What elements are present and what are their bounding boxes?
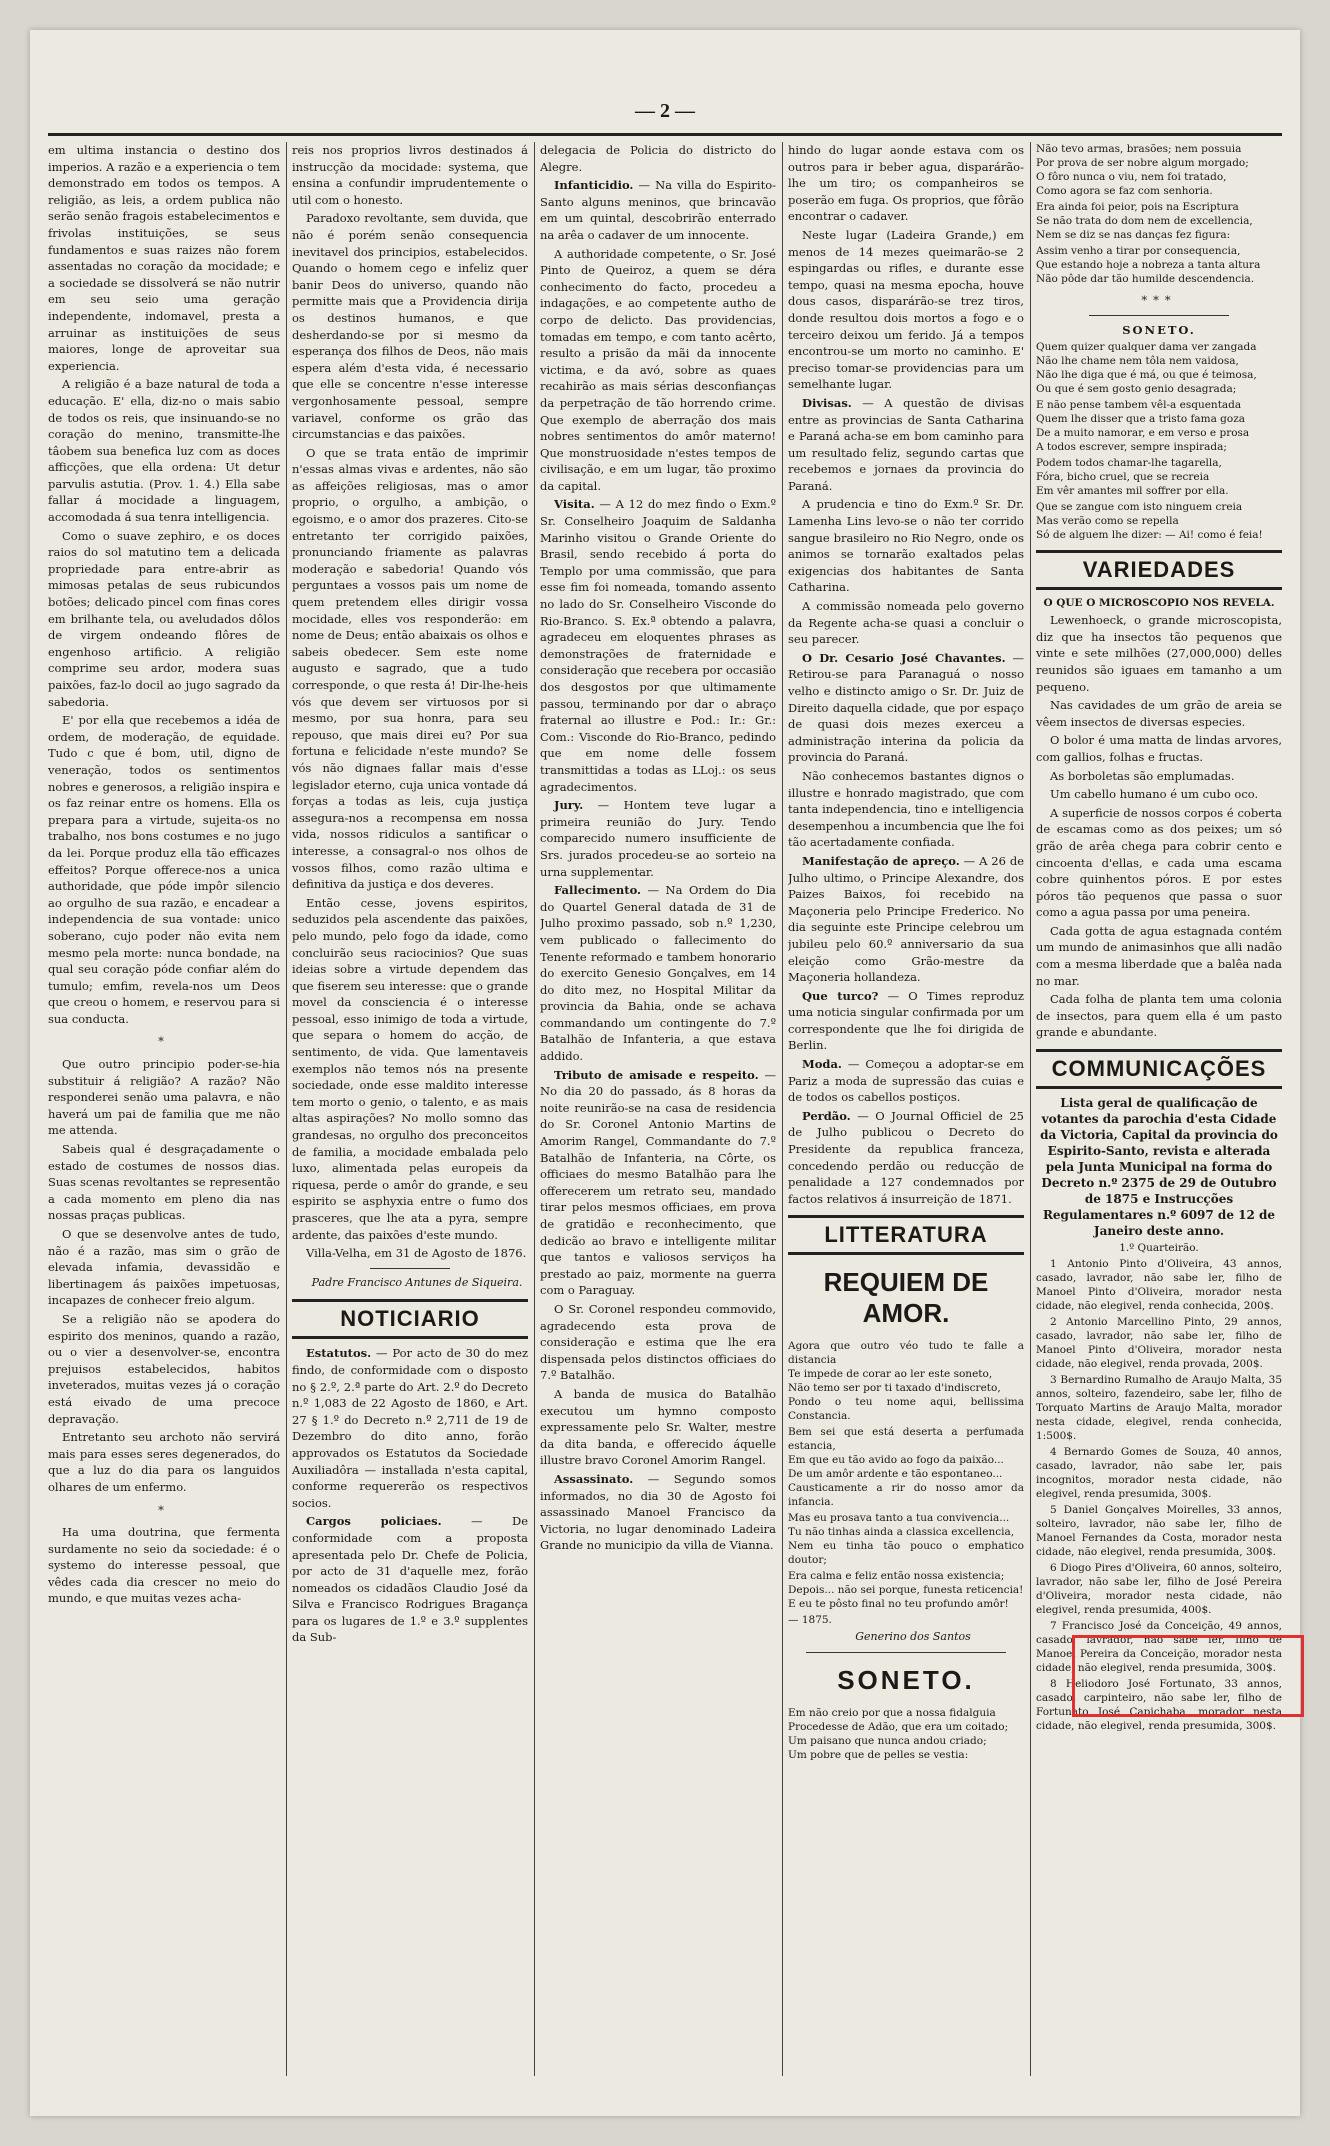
- news-heading: Moda.: [802, 1057, 842, 1072]
- news-heading: Divisas.: [802, 395, 852, 410]
- column-2: reis nos proprios livros destinados á instrucção da mocidade: systema, que ensina a confundir imprudentemente o util com o honesto. Paradoxo revoltante, sem duvida, que não é porém senão consequencia inevitavel dos principios, estabelecidos. Quando o homem cego e infeliz quer banir Deos do universo, quando não permitte mais que a Providencia dirija os destinos humanos, e que desherdando-se por si mesmo da esperança dos filhos de Deos, não mais espera além d'esta vida, é necessario que elle se concentre n'esse interesse vergonhosamente pessoal, sempre variavel, conforme os grão das circumstancias e das paixões. O que se trata então de imprimir n'essas almas vivas e ardentes, não são as affeições religiosas, mas o amor proprio, o orgulho, a ambição, o egoismo, e o amor dos prazeres. Cito-se entretanto ter corrigido paixões, pronunciando friamente as palavras moderação e sabedoria! Quando vós perguntaes a vossos pais um nome de quem pretendem elles dirigir vossa mocidade, elles vos responderão: em nome de Deus; então abaixais os olhos e sabeis obedecer. Sem este nome augusto e sagrado, que a tudo corresponde, o que resta á! Dir-lhe-heis vós que devem ser virtuosos por si mesmo, por sua honra, para seu repouso, que mais direi eu? Por sua fortuna e felicidade n'este mundo? Se vós não dignaes fallar mais d'esse legislador eterno, cuja unica vontade dá forças a todas as leis, cuja justiça assegura-nos a recompensa em nossa vida, nossos ridiculos a santificar o interesse, a consagral-o nos olhos de vossos filhos, como razão ultima e definitiva da justiça e dos deveres. Então cesse, jovens espiritos, seduzidos pela ascendente das paixões, pelo mundo, pelo fogo da idade, como concluirão seus raciocinios? Que suas ideias sobre a virtude dependem das que fiserem seu interesse: que o grande movel da consciencia é o interesse pessoal, esso inimigo de toda a virtude, que separa o homem do acção, de sentimento, de vida. Que lamentaveis exemplos não temos nós na presente sociedade, onde esse maldito interesse tem morto o genio, o talento, e as mais altas aspirações? No mollo somno das grandesas, no orgulho dos preconceitos de familia, a mocidade embalada pelo luxo, alimentada pelas europeis da riquesa, perde o amôr do grande, e seu espirito se asphyxia entre o fumo dos prasceres, que lhe ata a pyra, sempre ardente, das paixões d'este mundo. Villa-Velha, em 31 de Agosto de 1876. Padre Francisco Antunes de Siqueira. NOTICIARIO Estatutos. — Por acto de 30 do mez findo, de conformidade com o disposto no § 2.º, 2.ª parte do Art. 2.º do Decreto n.º 1,083 de 22 Agosto de 1860, e Art. 27 § 1.º do Decreto n.º 2,711 de 19 de Dezembro do dito anno, forão approvados os Estatutos da Sociedade Auxiliadôra — installada n'esta capital, conforme requererão os respectivos socios. Cargos policiaes. — De conformidade com a proposta apresentada pelo Dr. Chefe de Policia, por acto de 31 d'aquelle mez, forão nomeados os cidadãos Claudio José da Silva e Francisco Rodrigues Bragança para os lugares de 1.º e 3.º supplentes da Sub-: [292, 143, 528, 1645]
- column-divider: [286, 142, 287, 2076]
- section-title-noticiario: NOTICIARIO: [292, 1299, 528, 1339]
- column-1: [48, 142, 280, 2076]
- article-paragraph: hindo do lugar aonde estava com os outros para ir beber agua, disparárão-lhe um tiro; os companheiros se poserão em fuga. Os proprios, que fôrão encontrar o cadaver.: [788, 143, 1024, 224]
- list-item: 6 Diogo Pires d'Oliveira, 60 annos, solteiro, lavrador, não sabe ler, filho de José Pereira d'Oliveira, morador nesta cidade, não elegivel, renda presumida, 400$.: [1036, 1562, 1282, 1617]
- news-text: Na villa do Espirito-Santo alguns meninos, que brincavão em um quintal, descobrirão enterrado na arêa o cadaver de um innocente.: [540, 178, 776, 242]
- poem-stanza: Mas eu prosava tanto a tua convivencia... Tu não tinhas ainda a classica excellencia, Nem eu tinha tão pouco o emphatico doutor;: [788, 1512, 1024, 1567]
- section-title-variedades: VARIEDADES: [1036, 550, 1282, 590]
- poem-title-soneto-small: SONETO.: [1122, 322, 1196, 337]
- article-paragraph: As borboletas são emplumadas.: [1050, 768, 1235, 783]
- article-paragraph: A commissão nomeada pelo governo da Regente acha-se quasi a concluir o seu parecer.: [788, 599, 1024, 647]
- article-paragraph: O que se desenvolve antes de tudo, não é a razão, mas sim o grão de elevada infamia, devassidão e libertinagem ás paixões impetuosas, incapazes de conhecer freio algum.: [48, 1227, 280, 1308]
- article-paragraph: delegacia de Policia do districto do Alegre.: [540, 143, 776, 174]
- newspaper-page: [30, 30, 1300, 2116]
- separator: *: [158, 1034, 170, 1049]
- article-paragraph: E' por ella que recebemos a idéa de ordem, de moderação, de equidade. Tudo c que é bom, util, digno de veneração, todos os sentimentos nobres e generosos, a religião inspira e os faz reinar entre os homens. Ella os prepara para a virtude, sujeita-os no trabalho, nos bons costumes e no jugo da lei. Porque produz ella tão efficazes effeitos? Porque offerece-nos a unica authoridade, que póde impôr silencio ao orgulho de sua razão, e encadear a independencia de sua vontade: unico soberano, cujo poder não evita nem mesmo pela morte: nunca bondade, na qual seu coração póde confiar além do tumulo; emfim, revela-nos um Deos que creou o homem, e reservou para si sua conducta.: [48, 713, 280, 1026]
- news-heading: Que turco?: [802, 988, 879, 1003]
- separator: [370, 1268, 450, 1269]
- news-text: Retirou-se para Paranaguá o nosso velho e distincto amigo o Sr. Dr. Juiz de Direito daquella cidade, que por espaço de quasi dois mezes exerceu a administração interina da policia da provincia do Paraná.: [788, 667, 1024, 765]
- article-paragraph: Não conhecemos bastantes dignos o illustre e honrado magistrado, que com tanta independencia, tino e intelligencia desempenhou a incumbencia que lhe foi tão acertadamente confiada.: [788, 768, 1024, 850]
- page-number: — 2 —: [635, 100, 695, 122]
- article-paragraph: Cada folha de planta tem uma colonia de insectos, para quem ella é um pasto grande e abundante.: [1036, 992, 1282, 1040]
- article-paragraph: Ha uma doutrina, que fermenta surdamente no seio da sociedade: é o systemo do interesse pessoal, que vêdes cada dia crescer no meio do mundo, e que muitas vezes acha-: [48, 1525, 280, 1606]
- article-paragraph: A superficie de nossos corpos é coberta de escamas como as dos peixes; um só grão de arêa chega para cobrir cento e cincoenta d'ellas, e cada uma escama cobre quinhentos póros. E por estes póros tão pequenos que passa o suor como a agua passa por uma peneira.: [1036, 805, 1282, 920]
- article-paragraph: Sabeis qual é desgraçadamente o estado de costumes de nossos dias. Suas scenas revoltantes se representão a cada momento em pleno dia nas nossas praças publicas.: [48, 1142, 280, 1223]
- news-text: Segundo somos informados, no dia 30 de Agosto foi assassinado Manoel Francisco da Victoria, no lugar denominado Ladeira Grande no municipio da villa de Vianna.: [540, 1471, 776, 1553]
- article-paragraph: Paradoxo revoltante, sem duvida, que não é porém senão consequencia inevitavel dos principios, estabelecidos. Quando o homem cego e infeliz quer banir Deos do universo, quando não permitte mais que a Providencia dirija os destinos humanos, e que desherdando-se por si mesmo da esperança dos filhos de Deos, não mais espera além d'esta vida, é necessario que elle se concentre n'esse interesse vergonhosamente pessoal, sempre variavel, conforme os grão das circumstancias e das paixões.: [292, 211, 528, 442]
- poem-stanza: Era calma e feliz então nossa existencia; Depois... não sei porque, funesta reticencia! E eu te pôsto final no teu profundo amôr!: [788, 1570, 1024, 1611]
- article-paragraph: A religião é a baze natural de toda a educação. E' ella, diz-no o mais sabio de todos os reis, que insinuando-se no coração do menino, transmitte-lhe tâobem sua benefica luz com as doces afficções, que ella ordena: Ut detur parvulis astutia. (Prov. 1. 4.) Ella sabe fallar á mocidade a linguagem, accomodada á sua tenra intelligencia.: [48, 377, 280, 525]
- poem-stanza: Quem quizer qualquer dama ver zangada Não lhe chame nem tôla nem vaidosa, Não lhe diga que é má, ou que é teimosa, Ou que é sem gosto genio desagrada;: [1036, 341, 1257, 396]
- poem-author: Generino dos Santos: [855, 1630, 971, 1644]
- news-heading: Estatutos.: [306, 1346, 372, 1361]
- list-subheading: 1.º Quarteirão.: [1119, 1242, 1199, 1255]
- list-item: 2 Antonio Marcellino Pinto, 29 annos, casado, lavrador, não sabe ler, filho de Manoel Pinto d'Oliveira, morador nesta cidade, não elegivel, renda provada, 200$.: [1036, 1316, 1282, 1371]
- column-4: hindo do lugar aonde estava com os outros para ir beber agua, disparárão-lhe um tiro; os companheiros se poserão em fuga. Os proprios, que fôrão encontrar o cadaver. Neste lugar (Ladeira Grande,) em menos de 14 mezes queimarão-se 2 espingardas ou rifles, e durante esse tempo, quasi na mesma epocha, houve dous casos, disparárão-se trez tiros, donde resultou dois mortos a fogo e o terceiro deixou um ferido. Já a tempos encontrou-se um morto no caminho. E' preciso tomar-se providencias para um semelhante lugar. Divisas. — A questão de divisas entre as provincias de Santa Catharina e Paraná acha-se em bom caminho para um resultado feliz, segundo cartas que recebemos e jornaes da provincia do Paraná. A prudencia e tino do Exm.º Sr. Dr. Lamenha Lins levo-se o não ter corrido sangue brasileiro no Rio Negro, onde os animos se tornarão exaltados pelas exigencias dos habitantes de Santa Catharina. A commissão nomeada pelo governo da Regente acha-se quasi a concluir o seu parecer. O Dr. Cesario José Chavantes. — Retirou-se para Paranaguá o nosso velho e distincto amigo o Sr. Dr. Juiz de Direito daquella cidade, que por espaço de quasi dois mezes exerceu a administração interina da policia da provincia do Paraná. Não conhecemos bastantes dignos o illustre e honrado magistrado, que com tanta independencia, tino e intelligencia desempenhou a incumbencia que lhe foi tão acertadamente confiada. Manifestação de apreço. — A 26 de Julho ultimo, o Principe Alexandre, dos Paizes Baixos, foi recebido na Maçoneria pelo Principe Frederico. No dia seguinte este Principe celebrou um jubileu pelo 60.º anniversario da sua eleição como Grão-mestre da Maçoneria hollandeza. Que turco? — O Times reproduz uma noticia singular confirmada por um correspondente que lhe foi dirigida de Berlin. Moda. — Começou a adoptar-se em Pariz a moda de supressão das cuias e de todos os cabellos postiços. Perdão. — O Journal Officiel de 25 de Julho publicou o Decreto do Presidente da republica franceza, concedendo perdão ou reducção de penalidade a 127 condemnados por factos relativos á insurreição de 1871. LITTERATURA REQUIEM DE AMOR. Agora que outro véo tudo te falle a distancia Te impede de corar ao ler este soneto, Não temo ser por ti taxado d'indiscreto, Pondo o teu nome aqui, bellissima Constancia. Bem sei que está deserta a perfumada estancia, Em que eu tão avido ao fogo da paixão... De um amôr ardente e tão espontaneo... Causticamente a rir do nosso amor da infancia. Mas eu prosava tanto a tua convivencia... Tu não tinhas ainda a classica excellencia, Nem eu tinha tão pouco o emphatico doutor; Era calma e feliz então nossa existencia; Depois... não sei porque, funesta reticencia! E eu te pôsto final no teu profundo amôr! — 1875. Generino dos Santos SONETO. Em não creio por que a nossa fidalguia Procedesse de Adão, que era um coitado; Um paisano que nunca andou criado; Um pobre que de pelles se vestia:: [788, 143, 1024, 1761]
- article-paragraph: A prudencia e tino do Exm.º Sr. Dr. Lamenha Lins levo-se o não ter corrido sangue brasileiro no Rio Negro, onde os animos se tornarão exaltados pelas exigencias dos habitantes de Santa Catharina.: [788, 497, 1024, 595]
- article-paragraph: Como o suave zephiro, e os doces raios do sol matutino tem a delicada propriedade para entre-abrir as mimosas petalas de seus rubicundos botões; delicado pincel com finas cores em brilhante tela, ou aveludados dôlos de virgem ondeando flôres de engenhoso artificio. A religião comprime seu ardor, modera suas paixões, faz-lo docil ao jugo sagrado da sabedoria.: [48, 528, 280, 709]
- section-title-litteratura: LITTERATURA: [788, 1215, 1024, 1255]
- separator: *: [158, 1502, 170, 1517]
- column-3: delegacia de Policia do districto do Alegre. Infanticidio. — Na villa do Espirito-Santo alguns meninos, que brincavão em um quintal, descobrirão enterrado na arêa o cadaver de um innocente. A authoridade competente, o Sr. José Pinto de Queiroz, a quem se déra conhecimento do facto, procedeu a indagações, e ao competente autho de corpo de delicto. Das providencias, tomadas em tempo, e com tanto acêrto, resulto a prisão da mãi da innocente victima, e da avó, sobre as quaes recahirão as mais sérias desconfianças da perpetração de tão horrendo crime. Que exemplo de aberração dos mais nobres sentimentos do amôr materno! Que monstruosidade n'estes tempos de civilisação, e em um lugar, tão proximo da capital. Visita. — A 12 do mez findo o Exm.º Sr. Conselheiro Joaquim de Saldanha Marinho visitou o Grande Oriente do Brasil, sendo recebido á porta do Templo por uma commissão, que para esse fim foi nomeada, tomando assento no lado do Sr. Conselheiro Visconde do Rio-Branco. S. Ex.ª obtendo a palavra, agradeceu em eloquentes phrases as demonstrações de fraternidade e consideração que recebera por occasião dos desgostos por que ultimamente passou, terminando por dar o abraço fraternal ao illustre e Pod.: Ir.: Gr.: Com.: Visconde do Rio-Branco, pedindo que em nome delle fossem transmittidas a todas as LLoj.: os seus agradecimentos. Jury. — Hontem teve lugar a primeira reunião do Jury. Tendo comparecido numero insufficiente de Srs. jurados procedeu-se ao sorteio na urna supplementar. Fallecimento. — Na Ordem do Dia do Quartel General datada de 31 de Julho proximo passado, sob n.º 1,230, vem publicado o fallecimento do Tenente reformado e tambem honorario do exercito Genesio Gonçalves, em 14 do dito mez, no Hospital Militar da provincia da Bahia, onde se achava commandando um contingente do 7.º Batalhão de Infanteria, a que estava addido. Tributo de amisade e respeito. — No dia 20 do passado, ás 8 horas da noite reunirão-se na casa de residencia do Sr. Coronel Antonio Martins de Amorim Rangel, Commandante do 7.º Batalhão de Infanteria, na Côrte, os officiaes do mesmo Batalhão para lhe offerecerem um retrato seu, mandado tirar pelos mesmos officiaes, em prova de gratidão e reconhecimento, que dedicão ao bravo e intelligente militar que tantos e valiosos serviços ha prestado ao paiz, mormente na guerra com o Paraguay. O Sr. Coronel respondeu commovido, agradecendo esta prova de consideração e estima que lhe era dispensada pelos distinctos officiaes do 7.º Batalhão. A banda de musica do Batalhão executou um hymno composto expressamente pelo Sr. Walter, mestre da dita banda, e offerecido áquelle illustre bravo Coronel Amorim Rangel. Assassinato. — Segundo somos informados, no dia 30 de Agosto foi assassinado Manoel Francisco da Victoria, no lugar denominado Ladeira Grande no municipio da villa de Vianna.: [540, 143, 776, 1553]
- news-text: Na Ordem do Dia do Quartel General datada de 31 de Julho proximo passado, sob n.º 1,230, vem publicado o fallecimento do Tenente reformado e tambem honorario do exercito Genesio Gonçalves, em 14 do dito mez, no Hospital Militar da provincia da Bahia, onde se achava commandando um contingente do 7.º Batalhão de Infanteria, a que estava addido.: [540, 883, 776, 1064]
- article-paragraph: Lewenhoeck, o grande microscopista, diz que ha insectos tão pequenos que vinte e sete milhões (27,000,000) delles reunidos são iguaes em tamanho a um pequeno.: [1036, 613, 1282, 694]
- news-text: Começou a adoptar-se em Pariz a moda de supressão das cuias e de todos os cabellos postiços.: [788, 1057, 1024, 1105]
- poem-stanza: Em não creio por que a nossa fidalguia Procedesse de Adão, que era um coitado; Um paisano que nunca andou criado; Um pobre que de pelles se vestia:: [788, 1707, 1009, 1761]
- news-heading: Fallecimento.: [554, 883, 642, 898]
- article-paragraph: Que outro principio poder-se-hia substituir á religião? A razão? Não responderei senão uma palavra, e não haverá um pai de familia que me não me attenda.: [48, 1057, 280, 1138]
- poem-stanza: Que se zangue com isto ninguem creia Mas verão como se repella Só de alguem lhe dizer: — Ai! como é feia!: [1036, 501, 1263, 542]
- poem-stanza: E não pense tambem vêl-a esquentada Quem lhe disser que a tristo fama goza De a muito namorar, e em verso e prosa A todos escrever, sempre inspirada;: [1036, 399, 1250, 454]
- poem-date: — 1875.: [788, 1614, 832, 1627]
- list-item: 1 Antonio Pinto d'Oliveira, 43 annos, casado, lavrador, não sabe ler, filho de Manoel Pinto d'Oliveira, morador nesta cidade, não elegivel, renda conhecida, 200$.: [1036, 1258, 1282, 1313]
- news-text: No dia 20 do passado, ás 8 horas da noite reunirão-se na casa de residencia do Sr. Coronel Antonio Martins de Amorim Rangel, Commandante do 7.º Batalhão de Infanteria, na Côrte, os officiaes do mesmo Batalhão para lhe offerecerem um retrato seu, mandado tirar pelos mesmos officiaes, em prova de gratidão e reconhecimento, que dedicão ao bravo e intelligente militar que tantos e valiosos serviços ha prestado ao paiz, mormente na guerra com o Paraguay.: [540, 1084, 776, 1298]
- news-heading: Jury.: [554, 798, 584, 813]
- news-text: O Times reproduz uma noticia singular confirmada por um correspondente que lhe foi dirigida de Berlin.: [788, 988, 1024, 1053]
- section-title-communicacoes: COMMUNICAÇÕES: [1036, 1049, 1282, 1089]
- news-text: A questão de divisas entre as provincias de Santa Catharina e Paraná acha-se em bom caminho para um resultado feliz, segundo cartas que recebemos e jornaes da provincia do Paraná.: [788, 395, 1024, 493]
- news-text: A 12 do mez findo o Exm.º Sr. Conselheiro Joaquim de Saldanha Marinho visitou o Grande Oriente do Brasil, sendo recebido á porta do Templo por uma commissão, que para esse fim foi nomeada, tomando assento no lado do Sr. Conselheiro Visconde do Rio-Branco. S. Ex.ª obtendo a palavra, agradeceu em eloquentes phrases as demonstrações de fraternidade e consideração que recebera por occasião dos desgostos por que ultimamente passou, terminando por dar o abraço fraternal ao illustre e Pod.: Ir.: Gr.: Com.: Visconde do Rio-Branco, pedindo que em nome delle fossem transmittidas a todas as LLoj.: os seus agradecimentos.: [540, 497, 776, 794]
- article-paragraph: O Sr. Coronel respondeu commovido, agradecendo esta prova de consideração e estima que lhe era dispensada pelos distinctos officiaes do 7.º Batalhão.: [540, 1301, 776, 1383]
- article-paragraph: Nas cavidades de um grão de areia se vêem insectos de diversas especies.: [1036, 698, 1282, 729]
- list-item: 5 Daniel Gonçalves Moirelles, 33 annos, solteiro, lavrador, não sabe ler, filho de Manoel Fernandes da Costa, morador nesta cidade, não elegivel, renda presumida, 300$.: [1036, 1504, 1282, 1559]
- article-paragraph: O que se trata então de imprimir n'essas almas vivas e ardentes, não são as affeições religiosas, mas o amor proprio, o orgulho, a ambição, o egoismo, e o amor dos prazeres. Cito-se entretanto ter corrigido paixões, pronunciando friamente as palavras moderação e sabedoria! Quando vós perguntaes a vossos pais um nome de quem pretendem elles dirigir vossa mocidade, elles vos responderão: em nome de Deus; então abaixais os olhos e sabeis obedecer. Sem este nome augusto e sagrado, que a tudo corresponde, o que resta á! Dir-lhe-heis vós que devem ser virtuosos por si mesmo, por sua honra, para seu repouso, que mais direi eu? Por sua fortuna e felicidade n'este mundo? Se vós não dignaes fallar mais d'esse legislador eterno, cuja unica vontade dá forças a todas as leis, cuja justiça assegura-nos a recompensa em nossa vida, nossos ridiculos a santificar o interesse, a consagral-o nos olhos de vossos filhos, como razão ultima e definitiva da justiça e dos deveres.: [292, 445, 528, 892]
- news-heading: Tributo de amisade e respeito.: [554, 1067, 759, 1082]
- column-divider: [782, 142, 783, 2076]
- poem-stanza: Assim venho a tirar por consequencia, Que estando hoje a nobreza a tanta altura Não pôde dar tão humilde descendencia.: [1036, 245, 1261, 285]
- separator: [1089, 315, 1229, 316]
- poem-stanza: Agora que outro véo tudo te falle a distancia Te impede de corar ao ler este soneto, Não temo ser por ti taxado d'indiscreto, Pondo o teu nome aqui, bellissima Constancia.: [788, 1340, 1024, 1423]
- article-paragraph: Então cesse, jovens espiritos, seduzidos pela ascendente das paixões, pelo mundo, pelo fogo da idade, como concluirão seus raciocinios? Que suas ideias sobre a virtude dependem das que fiserem seu interesse: que o grande movel da consciencia é o interesse pessoal, esso inimigo de toda a virtude, que separa o homem do acção, de sentimento, de vida. Que lamentaveis exemplos não temos nós na presente sociedade, onde esse maldito interesse tem morto o genio, o talento, e as mais altas aspirações? No mollo somno das grandesas, no orgulho dos preconceitos de familia, a mocidade embalada pelo luxo, alimentada pelas europeis da riquesa, perde o amôr do grande, e seu espirito se asphyxia entre o fumo dos prasceres, que lhe ata a pyra, sempre ardente, das paixões d'este mundo.: [292, 895, 528, 1242]
- list-item-highlighted: 3 Bernardino Rumalho de Araujo Malta, 35 annos, solteiro, fazendeiro, sabe ler, filho de Torquato Martins de Araujo Malta, morador nesta cidade, elegivel, renda conhecida, 1:500$.: [1036, 1374, 1282, 1443]
- news-heading: Manifestação de apreço.: [802, 853, 960, 868]
- highlight-box: [1072, 1635, 1304, 1717]
- list-item: 7 Francisco José da Conceição, 49 annos, casado, lavrador, não sabe ler, filho de Manoel Pereira da Conceição, morador nesta cidade, não elegivel, renda presumida, 300$.: [1036, 1620, 1282, 1675]
- news-heading: Infanticidio.: [554, 178, 634, 193]
- article-paragraph: Cada gotta de agua estagnada contém um mundo de animasinhos que alli nadão com a mesma liberdade que a balêa nada no mar.: [1036, 923, 1282, 988]
- separator: [806, 1652, 1006, 1653]
- article-paragraph: O bolor é uma matta de lindas arvores, com gallios, folhas e fructas.: [1036, 733, 1282, 764]
- column-divider: [534, 142, 535, 2076]
- article-paragraph: reis nos proprios livros destinados á instrucção da mocidade: systema, que ensina a confundir imprudentemente o util com o honesto.: [292, 143, 528, 207]
- article-paragraph: A banda de musica do Batalhão executou um hymno composto expressamente pelo Sr. Walter, mestre da dita banda, e offerecido áquelle illustre bravo Coronel Amorim Rangel.: [540, 1386, 776, 1468]
- poem-stanza: Era ainda foi peior, pois na Escriptura Se não trata do dom nem de excellencia, Nem se diz se nas danças fez figura:: [1036, 201, 1253, 241]
- column-divider: [1030, 142, 1031, 2076]
- article-signature: Padre Francisco Antunes de Siqueira.: [311, 1275, 523, 1289]
- poem-title-requiem: REQUIEM DE AMOR.: [823, 1267, 989, 1329]
- poem-stanza: Podem todos chamar-lhe tagarella, Fóra, bicho cruel, que se recreia Em vêr amantes mil soffrer por ella.: [1036, 457, 1229, 498]
- poem-stanza: Bem sei que está deserta a perfumada estancia, Em que eu tão avido ao fogo da paixão... De um amôr ardente e tão espontaneo... Causticamente a rir do nosso amor da infancia.: [788, 1426, 1024, 1509]
- poem-stanza: Não tevo armas, brasões; nem possuia Por prova de ser nobre algum morgado; O fôro nunca o viu, nem foi tratado, Como agora se faz com senhoria.: [1036, 143, 1249, 197]
- article-paragraph: Se a religião não se apodera do espirito dos meninos, quando a razão, ou o vier a desenvolver-se, encontra prejuisos estabelecidos, habitos inveterados, muitas vezes já o coração está eivado de uma precoce depravação.: [48, 1311, 280, 1426]
- news-text: A 26 de Julho ultimo, o Principe Alexandre, dos Paizes Baixos, foi recebido na Maçoneria pelo Principe Frederico. No dia seguinte este Principe celebrou um jubileu pelo 60.º anniversario da sua eleição como Grão-mestre da Maçoneria hollandeza.: [788, 853, 1024, 985]
- news-heading: O Dr. Cesario José Chavantes.: [802, 650, 1006, 665]
- news-heading: Cargos policiaes.: [306, 1514, 442, 1529]
- separator: ***: [1141, 293, 1177, 307]
- list-heading: Lista geral de qualificação de votantes da parochia d'esta Cidade da Victoria, Capital da provincia do Espirito-Santo, revista e alterada pela Junta Municipal na forma do Decreto n.º 2375 de 29 de Outubro de 1875 e Instrucções Regulamentares n.º 6097 de 12 de Janeiro deste anno.: [1040, 1096, 1278, 1239]
- article-paragraph: A authoridade competente, o Sr. José Pinto de Queiroz, a quem se déra conhecimento do facto, procedeu a indagações, e ao competente autho de corpo de delicto. Das providencias, tomadas em tempo, e com tanto acêrto, resulto a prisão da mãi da innocente victima, e da avó, sobre as quaes recahirão as mais sérias desconfianças da perpetração de tão horrendo crime. Que exemplo de aberração dos mais nobres sentimentos do amôr materno! Que monstruosidade n'estes tempos de civilisação, e em um lugar, tão proximo da capital.: [540, 246, 776, 493]
- article-paragraph: Entretanto seu archoto não servirá mais para esses seres degenerados, do que a luz do dia para os languidos olhares de um enfermo.: [48, 1430, 280, 1494]
- poem-title-soneto: SONETO.: [837, 1665, 975, 1695]
- list-item: 8 Heliodoro José Fortunato, 33 annos, casado, carpinteiro, não sabe ler, filho de Fortunato José Capichaba, morador nesta cidade, não elegivel, renda presumida, 300$.: [1036, 1678, 1282, 1733]
- news-text: Hontem teve lugar a primeira reunião do Jury. Tendo comparecido numero insufficiente de Srs. jurados procedeu-se ao sorteio na urna supplementar.: [540, 798, 776, 879]
- news-text: De conformidade com a proposta apresentada pelo Dr. Chefe de Policia, por acto de 31 d'aquelle mez, forão nomeados os cidadãos Claudio José da Silva e Francisco Rodrigues Bragança para os lugares de 1.º e 3.º supplentes da Sub-: [292, 1514, 528, 1645]
- column-5: [1036, 142, 1282, 2076]
- article-date: Villa-Velha, em 31 de Agosto de 1876.: [306, 1246, 527, 1261]
- article-paragraph: Neste lugar (Ladeira Grande,) em menos de 14 mezes queimarão-se 2 espingardas ou rifles, e durante esse tempo, quasi na mesma epocha, houve dous casos, disparárão-se trez tiros, donde resultou dois mortos a fogo e o terceiro deixou um ferido. Já a tempos encontrou-se um morto no caminho. E' preciso tomar-se providencias para um semelhante lugar.: [788, 227, 1024, 392]
- header-rule: [48, 133, 1282, 136]
- news-heading: Assassinato.: [554, 1471, 634, 1486]
- news-text: Por acto de 30 do mez findo, de conformidade com o disposto no § 2.º, 2.ª parte do Art. 2.º do Decreto n.º 1,083 de 22 Agosto de 1860, e Art. 27 § 1.º do Decreto n.º 2,711 de 19 de Dezembro do dito anno, forão approvados os Estatutos da Sociedade Auxiliadôra — installada n'esta capital, conforme requererão os respectivos socios.: [292, 1346, 528, 1510]
- news-heading: Visita.: [554, 497, 595, 512]
- news-heading: Perdão.: [802, 1108, 851, 1123]
- list-item: 4 Bernardo Gomes de Souza, 40 annos, casado, lavrador, não sabe ler, pais incognitos, morador nesta cidade, não elegivel, renda presumida, 300$.: [1036, 1446, 1282, 1501]
- news-text: O Journal Officiel de 25 de Julho publicou o Decreto do Presidente da republica franceza, concedendo perdão ou reducção de penalidade a 127 condemnados por factos relativos á insurreição de 1871.: [788, 1108, 1024, 1206]
- article-paragraph: Um cabello humano é um cubo oco.: [1050, 787, 1259, 802]
- article-heading: O QUE O MICROSCOPIO NOS REVELA.: [1043, 597, 1275, 610]
- article-paragraph: em ultima instancia o destino dos imperios. A razão e a experiencia o tem demonstrado em todos os tempos. A religião, as leis, a ordem publica não serão senão fragois estabelecimentos e frivolas instituições, se seus fundamentos e suas raizes não forem assentadas no coração da mocidade; e a sociedade se dissolverá se não nutrir em seu seio uma geração independente, indomavel, presta a arruinar as instituições de seus maiores, longe de aproveitar sua experiencia.: [48, 143, 280, 373]
